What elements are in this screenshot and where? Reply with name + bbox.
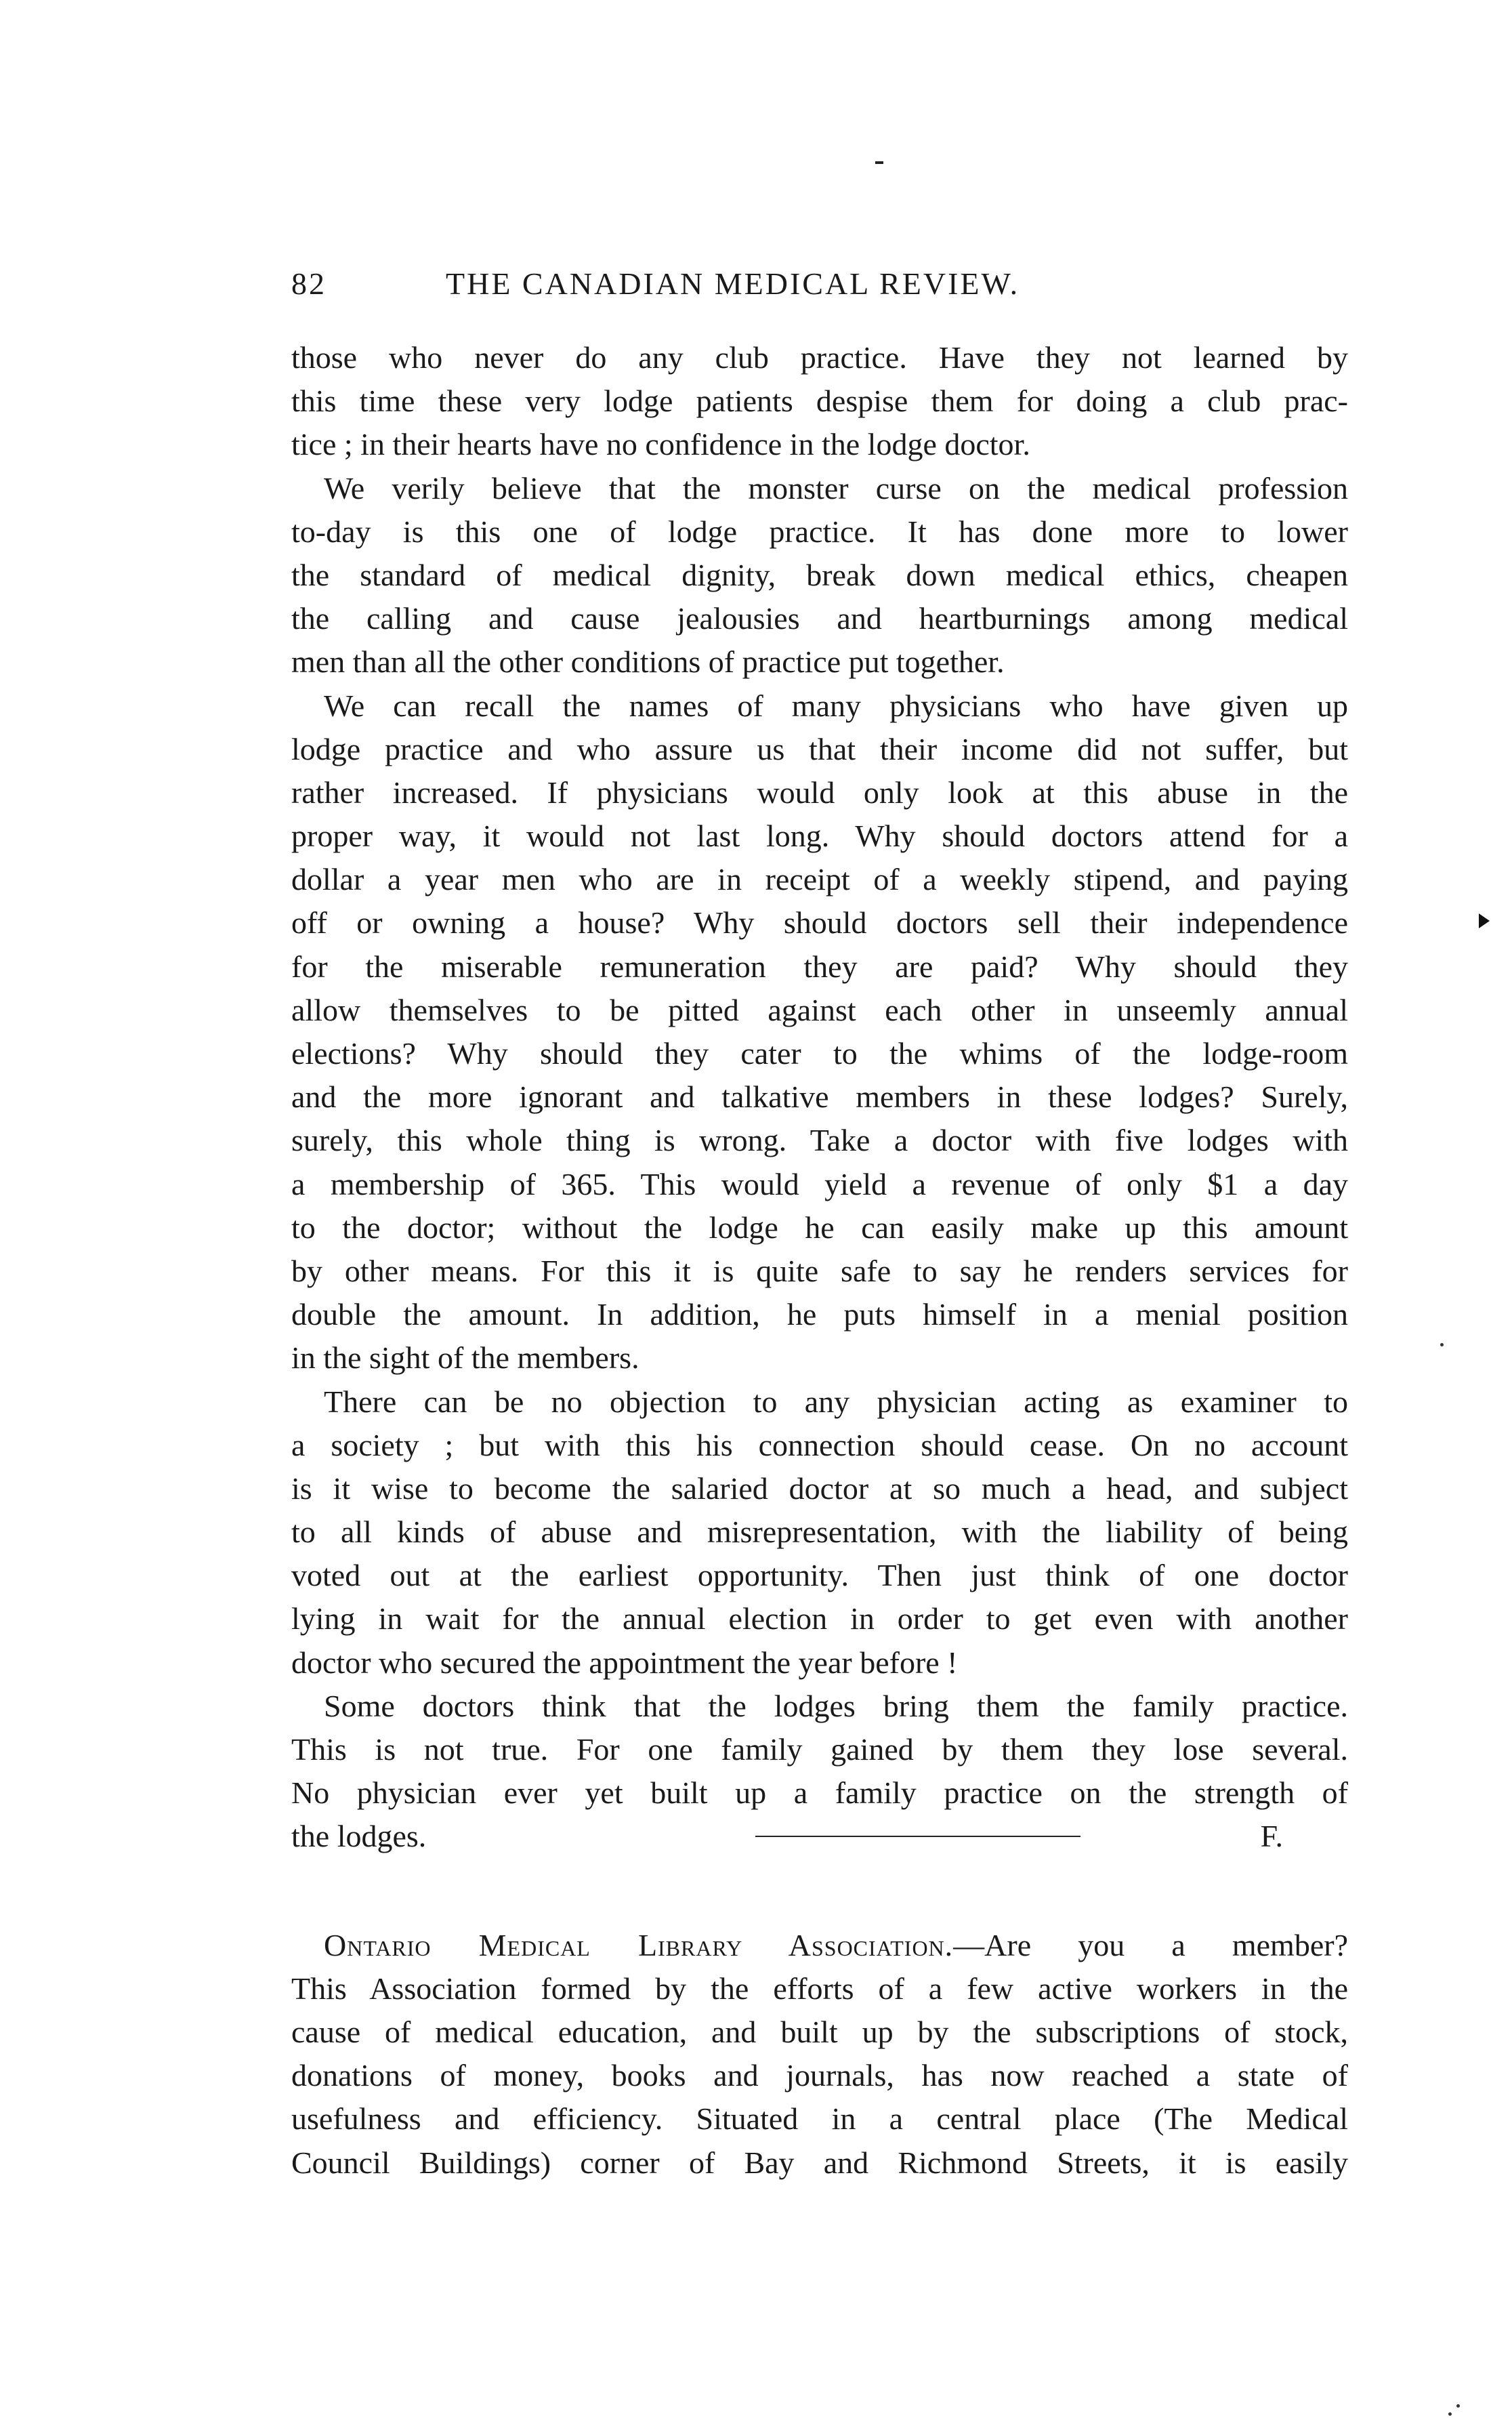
text-line: is it wise to become the salaried doctor at so much a head, and subject	[291, 1470, 1348, 1506]
text-line: a society ; but with this his connection should cease. On no account	[291, 1427, 1348, 1462]
author-signature: F.	[1260, 1819, 1283, 1854]
text-line: this time these very lodge patients despise them for doing a club prac-	[291, 384, 1348, 419]
text-line: the standard of medical dignity, break down medical ethics, cheapen	[291, 557, 1348, 592]
scan-speck	[1448, 2412, 1452, 2416]
text-line: proper way, it would not last long. Why should doctors attend for a	[291, 819, 1348, 854]
section-first-line	[291, 1924, 1348, 1967]
section-lead-text: —Are you a member?	[953, 1927, 1348, 1962]
text-line: Some doctors think that the lodges bring them the family practice.	[324, 1688, 1348, 1723]
text-line: Council Buildings) corner of Bay and Richmond Streets, it is easily	[291, 2145, 1348, 2180]
section-gap	[291, 1859, 1348, 1924]
text-line: rather increased. If physicians would only look at this abuse in the	[291, 775, 1348, 810]
section-heading: Ontario Medical Library Association.	[324, 1927, 954, 1962]
text-line: for the miserable remuneration they are paid? Why should they	[291, 949, 1348, 984]
page-edge-arrow-icon	[1479, 913, 1490, 928]
text-line: dollar a year men who are in receipt of a weekly stipend, and paying	[291, 862, 1348, 897]
top-margin-mark	[875, 161, 883, 164]
text-line: to the doctor; without the lodge he can easily make up this amount	[291, 1210, 1348, 1245]
closing-text: the lodges.	[291, 1819, 427, 1854]
text-line: those who never do any club practice. Have they not learned by	[291, 340, 1348, 375]
text-line: We can recall the names of many physicians who have given up	[324, 688, 1348, 723]
text-line: off or owning a house? Why should doctors sell their independence	[291, 905, 1348, 941]
text-line: surely, this whole thing is wrong. Take a doctor with five lodges with	[291, 1123, 1348, 1158]
running-head	[291, 266, 1348, 306]
text-line: voted out at the earliest opportunity. Then just think of one doctor	[291, 1558, 1348, 1593]
text-line: usefulness and efficiency. Situated in a central place (The Medical	[291, 2101, 1348, 2137]
text-line: There can be no objection to any physician acting as examiner to	[324, 1384, 1348, 1419]
text-line: double the amount. In addition, he puts himself in a menial position	[291, 1297, 1348, 1332]
text-line: doctor who secured the appointment the year before !	[291, 1645, 958, 1680]
text-line: This is not true. For one family gained by them they lose several.	[291, 1732, 1348, 1767]
text-line: No physician ever yet built up a family practice on the strength of	[291, 1775, 1348, 1811]
text-line: lodge practice and who assure us that their income did not suffer, but	[291, 731, 1348, 766]
scan-speck	[1440, 1343, 1444, 1346]
scan-speck	[1456, 2404, 1460, 2408]
text-line: and the more ignorant and talkative members in these lodges? Surely,	[291, 1079, 1348, 1115]
section-divider	[755, 1836, 1080, 1837]
journal-title: THE CANADIAN MEDICAL REVIEW.	[446, 266, 1020, 301]
text-line: in the sight of the members.	[291, 1340, 639, 1376]
text-line: men than all the other conditions of practice put together.	[291, 644, 1005, 680]
text-line: lying in wait for the annual election in order to get even with another	[291, 1601, 1348, 1636]
page-number: 82	[291, 266, 327, 301]
text-line: elections? Why should they cater to the whims of the lodge-room	[291, 1036, 1348, 1071]
text-line: We verily believe that the monster curse on the medical profession	[324, 470, 1348, 506]
text-line: donations of money, books and journals, has now reached a state of	[291, 2058, 1348, 2093]
closing-line	[291, 1815, 1348, 1858]
text-line: This Association formed by the efforts of a few active workers in the	[291, 1971, 1348, 2006]
text-line: cause of medical education, and built up by the subscriptions of stock,	[291, 2014, 1348, 2049]
text-line: to-day is this one of lodge practice. It has done more to lower	[291, 514, 1348, 549]
text-line: tice ; in their hearts have no confidence in the lodge doctor.	[291, 427, 1030, 462]
text-line: a membership of 365. This would yield a revenue of only $1 a day	[291, 1166, 1348, 1201]
text-line: by other means. For this it is quite safe to say he renders services for	[291, 1253, 1348, 1288]
text-line: the calling and cause jealousies and heartburnings among medical	[291, 601, 1348, 636]
text-line: to all kinds of abuse and misrepresentation, with the liability of being	[291, 1514, 1348, 1550]
article-body	[291, 336, 1348, 2185]
text-line: allow themselves to be pitted against each other in unseemly annual	[291, 992, 1348, 1027]
